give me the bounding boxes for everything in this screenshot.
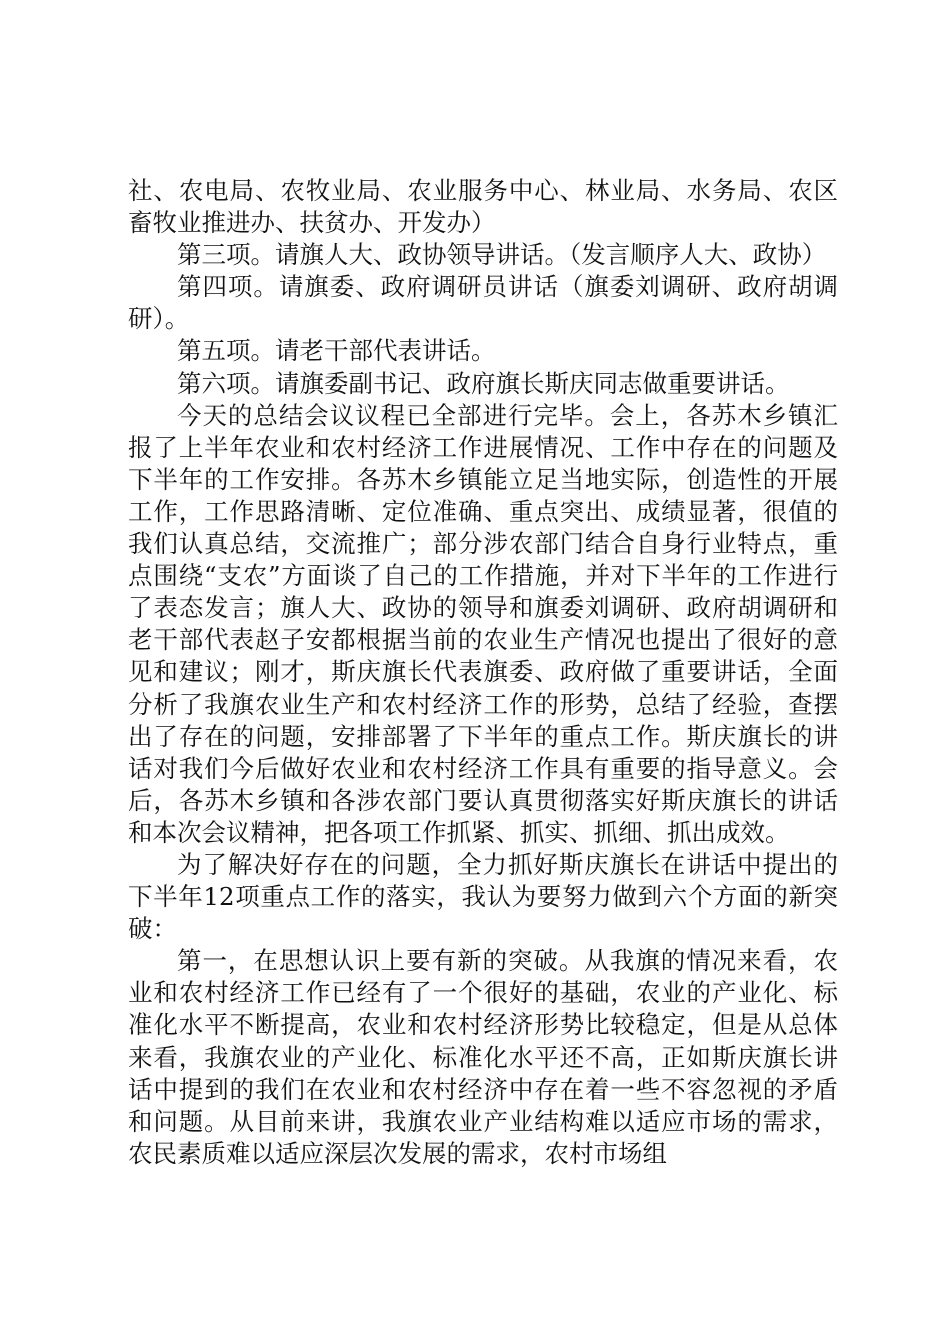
paragraph-7: 为了解决好存在的问题，全力抓好斯庆旗长在讲话中提出的下半年12项重点工作的落实，我认为要努力做到六个方面的新突破： bbox=[128, 849, 838, 944]
paragraph-3: 第四项。请旗委、政府调研员讲话（旗委刘调研、政府胡调研）。 bbox=[128, 272, 838, 334]
paragraph-8: 第一，在思想认识上要有新的突破。从我旗的情况来看，农业和农村经济工作已经有了一个很好的基础，农业的产业化、标准化水平不断提高，农业和农村经济形势比较稳定，但是从总体来看，我旗农业的产业化、标准化水平还不高，正如斯庆旗长讲话中提到的我们在农业和农村经济中存在着一些不容忽视的矛盾和问题。从目前来讲，我旗农业产业结构难以适应市场的需求，农民素质难以适应深层次发展的需求，农村市场组 bbox=[128, 946, 838, 1168]
paragraph-5: 第六项。请旗委副书记、政府旗长斯庆同志做重要讲话。 bbox=[177, 368, 790, 398]
paragraph-4: 第五项。请老干部代表讲话。 bbox=[177, 336, 496, 366]
paragraph-1: 社、农电局、农牧业局、农业服务中心、林业局、水务局、农区畜牧业推进办、扶贫办、开发办） bbox=[128, 176, 838, 238]
paragraph-6: 今天的总结会议议程已全部进行完毕。会上，各苏木乡镇汇报了上半年农业和农村经济工作进展情况、工作中存在的问题及下半年的工作安排。各苏木乡镇能立足当地实际，创造性的开展工作，工作思路清晰、定位准确、重点突出、成绩显著，很值的我们认真总结，交流推广；部分涉农部门结合自身行业特点，重点围绕“支农”方面谈了自己的工作措施，并对下半年的工作进行了表态发言；旗人大、政协的领导和旗委刘调研、政府胡调研和老干部代表赵子安都根据当前的农业生产情况也提出了很好的意见和建议；刚才，斯庆旗长代表旗委、政府做了重要讲话，全面分析了我旗农业生产和农村经济工作的形势，总结了经验，查摆出了存在的问题，安排部署了下半年的重点工作。斯庆旗长的讲话对我们今后做好农业和农村经济工作具有重要的指导意义。会后，各苏木乡镇和各涉农部门要认真贯彻落实好斯庆旗长的讲话和本次会议精神，把各项工作抓紧、抓实、抓细、抓出成效。 bbox=[128, 400, 838, 847]
document-body bbox=[128, 175, 838, 1170]
paragraph-2: 第三项。请旗人大、政协领导讲话。（发言顺序人大、政协） bbox=[177, 240, 827, 270]
